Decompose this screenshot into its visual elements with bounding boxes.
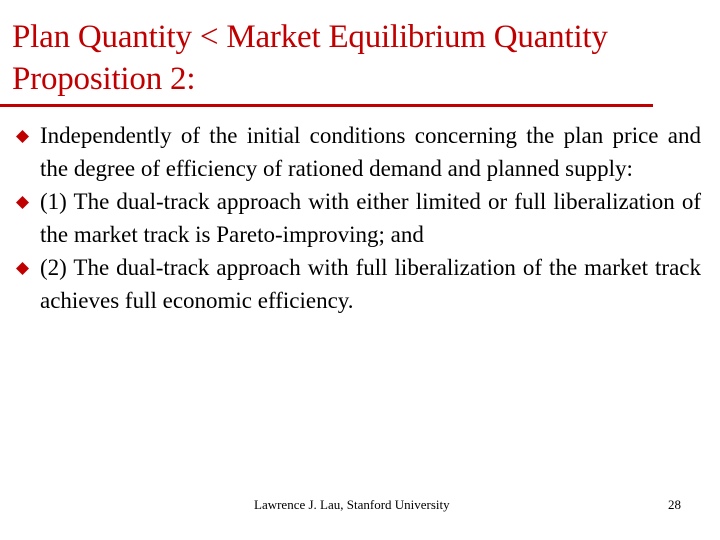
diamond-bullet-icon xyxy=(16,262,29,275)
bullet-item-2 xyxy=(16,185,701,251)
bullet-list xyxy=(16,119,701,317)
bullet-text-2: (1) The dual-track approach with either limited or full liberalization of the market track is Pareto-improving; and xyxy=(40,189,701,247)
slide-title xyxy=(12,16,702,100)
slide-title-line-1: Plan Quantity < Market Equilibrium Quantity xyxy=(12,19,608,55)
bullet-text-3: (2) The dual-track approach with full liberalization of the market track achieves full economic efficiency. xyxy=(40,255,701,313)
diamond-bullet-icon xyxy=(16,196,29,209)
slide-title-line-2: Proposition 2: xyxy=(12,61,196,97)
footer-author: Lawrence J. Lau, Stanford University xyxy=(254,497,450,512)
page-number: 28 xyxy=(668,497,681,512)
title-divider xyxy=(0,104,653,107)
bullet-item-3 xyxy=(16,251,701,317)
bullet-text-1: Independently of the initial conditions concerning the plan price and the degree of efficiency of rationed demand and planned supply: xyxy=(40,123,701,181)
bullet-item-1 xyxy=(16,119,701,185)
diamond-bullet-icon xyxy=(16,130,29,143)
